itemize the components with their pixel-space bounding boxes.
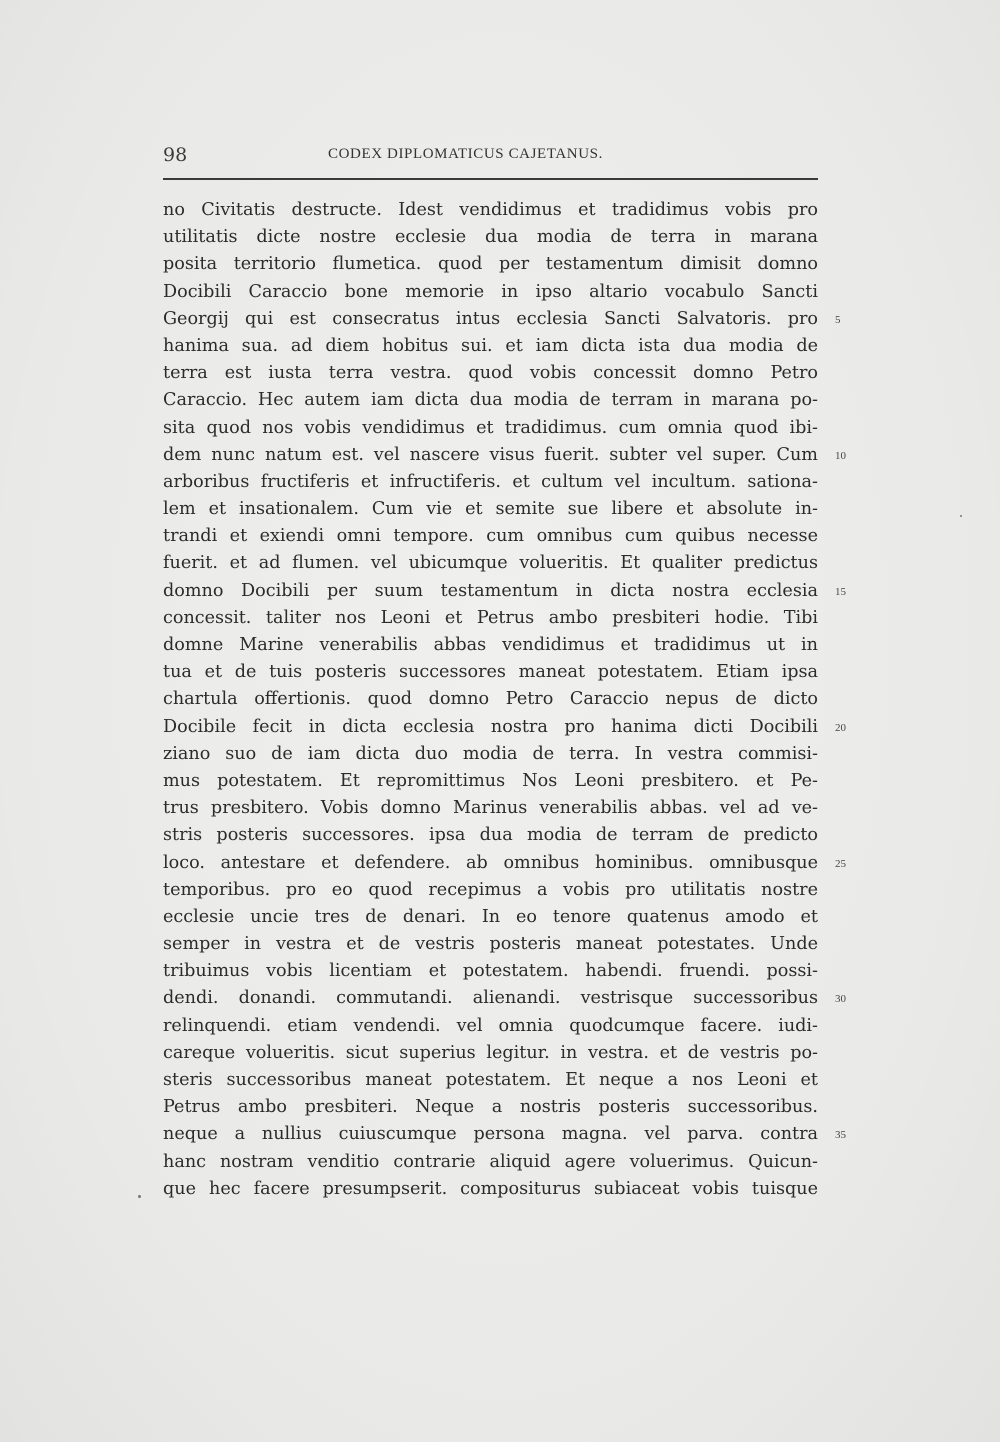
text-line-content: mus potestatem. Et repromittimus Nos Leoni presbitero. et Pe- [163,770,818,791]
text-line-content: neque a nullius cuiuscumque persona magna. vel parva. contra [163,1124,818,1145]
text-line [163,931,818,958]
text-line [163,822,818,849]
paper-speck [960,515,962,517]
text-line [163,251,818,278]
text-line-content: Docibile fecit in dicta ecclesia nostra pro hanima dicti Docibili [163,716,818,737]
text-line-content: Georgij qui est consecratus intus ecclesia Sancti Salvatoris. pro [163,308,818,329]
text-line [163,550,818,577]
text-line-content: lem et insationalem. Cum vie et semite sue libere et absolute in- [163,499,818,520]
text-line [163,306,841,333]
margin-line-number: 20 [835,721,846,734]
text-line-content: posita territorio flumetica. quod per testamentum dimisit domno [163,254,818,275]
text-line-content: tribuimus vobis licentiam et potestatem. habendi. fruendi. possi- [163,961,818,982]
text-line-content: relinquendi. etiam vendendi. vel omnia quodcumque facere. iudi- [163,1015,818,1036]
text-line-content: trandi et exiendi omni tempore. cum omnibus cum quibus necesse [163,526,818,547]
text-line [163,904,818,931]
text-line [163,958,818,985]
margin-line-number: 25 [835,857,846,870]
margin-line-number: 30 [835,993,846,1006]
text-line-content: Docibili Caraccio bone memorie in ipso altario vocabulo Sancti [163,281,818,302]
text-line [163,415,818,442]
margin-line-number: 5 [835,313,841,326]
text-line-content: dem nunc natum est. vel nascere visus fuerit. subter vel super. Cum [163,444,818,465]
text-line [163,795,818,822]
text-line-content: fuerit. et ad flumen. vel ubicumque volueritis. Et qualiter predictus [163,553,818,574]
text-line-content: hanima sua. ad diem hobitus sui. et iam dicta ista dua modia de [163,335,818,356]
text-line [163,985,846,1012]
text-line [163,523,818,550]
text-line-content: terra est iusta terra vestra. quod vobis concessit domno Petro [163,363,818,384]
text-line [163,360,818,387]
text-line [163,850,846,877]
text-line [163,442,846,469]
text-line [163,333,818,360]
text-line [163,1176,818,1203]
text-line [163,686,818,713]
text-line-content: Caraccio. Hec autem iam dicta dua modia de terram in marana po- [163,390,818,411]
text-line [163,605,818,632]
body-text [163,197,846,1203]
text-line-content: tua et de tuis posteris successores maneat potestatem. Etiam ipsa [163,662,818,683]
text-line-content: utilitatis dicte nostre ecclesie dua modia de terra in marana [163,227,818,248]
text-line [163,578,846,605]
text-line [163,224,818,251]
text-line-content: loco. antestare et defendere. ab omnibus hominibus. omnibusque [163,852,818,873]
paper-speck [138,1195,141,1198]
text-line-content: Petrus ambo presbiteri. Neque a nostris posteris successoribus. [163,1097,818,1118]
text-line-content: careque volueritis. sicut superius legitur. in vestra. et de vestris po- [163,1042,818,1063]
text-line [163,1067,818,1094]
margin-line-number: 35 [835,1129,846,1142]
running-title: CODEX DIPLOMATICUS CAJETANUS. [328,146,603,162]
margin-line-number: 10 [835,449,846,462]
text-line-content: steris successoribus maneat potestatem. Et neque a nos Leoni et [163,1070,818,1090]
text-line [163,632,818,659]
text-line [163,1040,818,1067]
text-line [163,387,818,414]
text-line [163,469,818,496]
page-header [163,142,818,170]
text-line [163,1121,846,1148]
text-line-content: arboribus fructiferis et infructiferis. et cultum vel incultum. sationa- [163,471,818,492]
text-line-content: ziano suo de iam dicta duo modia de terra. In vestra commisi- [163,743,818,764]
text-line-content: trus presbitero. Vobis domno Marinus venerabilis abbas. vel ad ve- [163,798,818,819]
text-line-content: semper in vestra et de vestris posteris maneat potestates. Unde [163,934,818,955]
text-line-content: domno Docibili per suum testamentum in dicta nostra ecclesia [163,580,818,601]
text-line-content: stris posteris successores. ipsa dua modia de terram de predicto [163,825,818,846]
text-line [163,741,818,768]
text-line [163,279,818,306]
text-line-content: temporibus. pro eo quod recepimus a vobis pro utilitatis nostre [163,879,818,900]
page-number: 98 [163,144,188,166]
text-line-content: que hec facere presumpserit. compositurus subiaceat vobis tuisque [163,1178,818,1199]
text-line [163,714,846,741]
text-line [163,768,818,795]
text-line [163,1013,818,1040]
header-rule [163,178,818,180]
text-line-content: ecclesie uncie tres de denari. In eo tenore quatenus amodo et [163,906,818,927]
text-line [163,1094,818,1121]
text-line-content: dendi. donandi. commutandi. alienandi. vestrisque successoribus [163,988,818,1009]
text-line-content: hanc nostram venditio contrarie aliquid agere voluerimus. Quicun- [163,1151,818,1172]
text-line-content: no Civitatis destructe. Idest vendidimus et tradidimus vobis pro [163,200,818,220]
text-line [163,496,818,523]
text-line [163,877,818,904]
text-line [163,1149,818,1176]
text-line-content: domne Marine venerabilis abbas vendidimus et tradidimus ut in [163,635,818,655]
text-line-content: concessit. taliter nos Leoni et Petrus ambo presbiteri hodie. Tibi [163,607,818,628]
text-line [163,197,818,224]
text-line [163,659,818,686]
margin-line-number: 15 [835,585,846,598]
text-line-content: sita quod nos vobis vendidimus et tradidimus. cum omnia quod ibi- [163,417,818,438]
text-line-content: chartula offertionis. quod domno Petro Caraccio nepus de dicto [163,689,818,710]
